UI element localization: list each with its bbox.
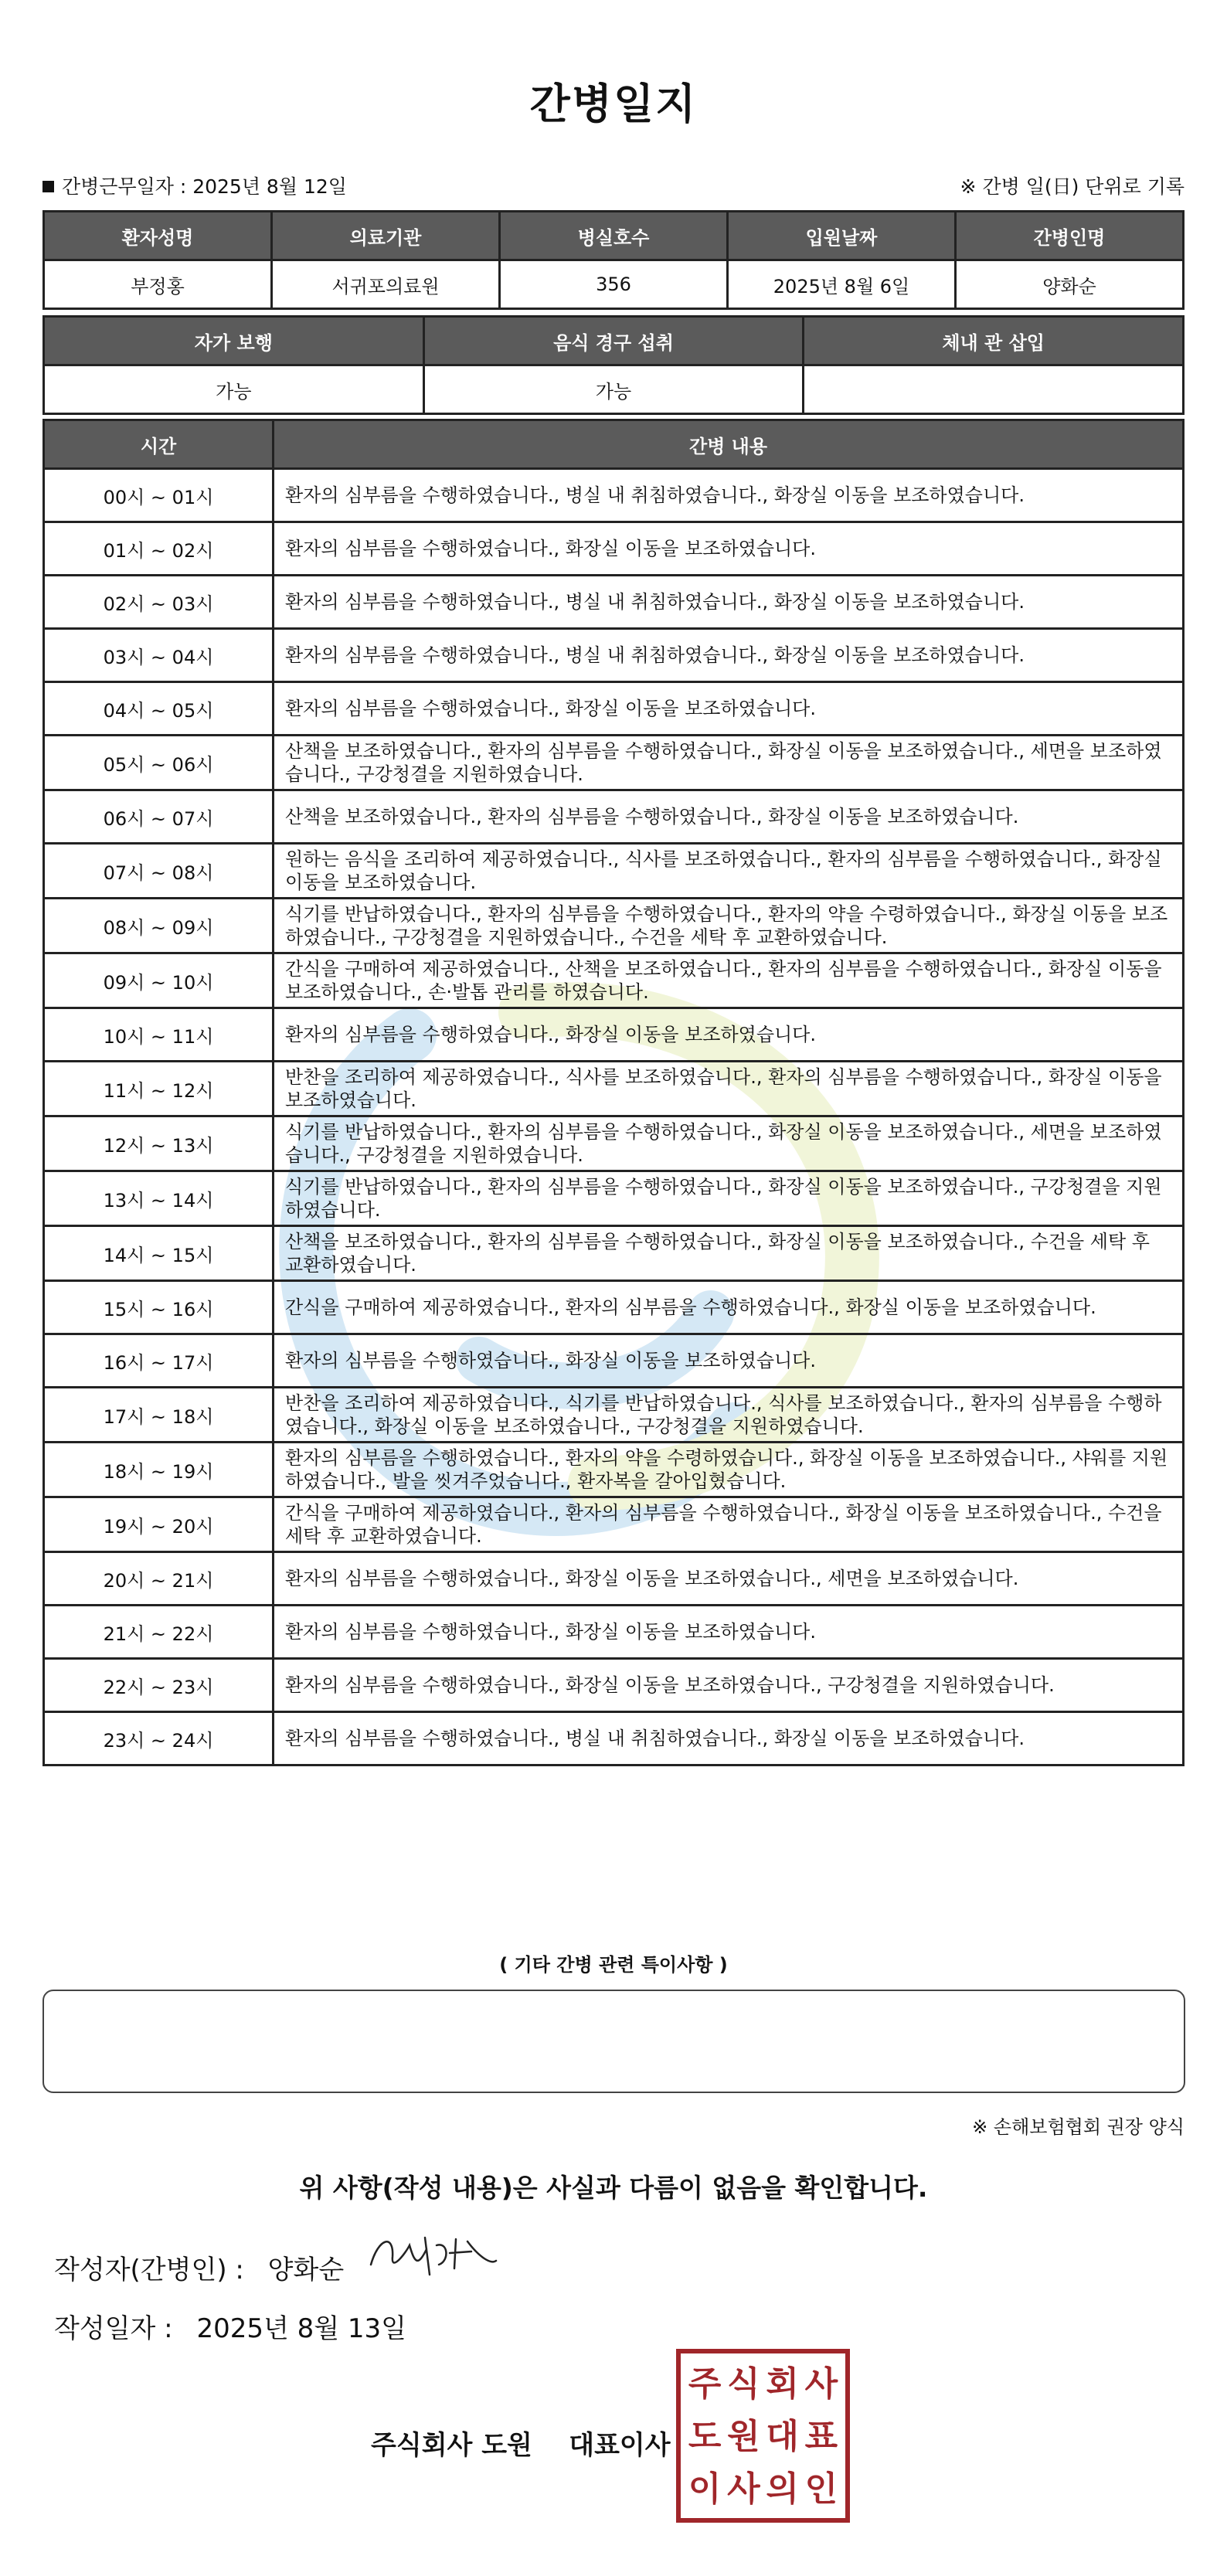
written-date-value: 2025년 8월 13일 xyxy=(196,2313,407,2344)
row-content: 간식을 구매하여 제공하였습니다., 산책을 보조하였습니다., 환자의 심부름을 수행하였습니다., 화장실 이동을 보조하였습니다., 손·발톱 관리를 하였습니다. xyxy=(274,953,1184,1008)
table-row xyxy=(44,1334,1184,1388)
author-name: 양화순 xyxy=(267,2255,345,2285)
care-header-row xyxy=(44,420,1184,469)
header-patient-name: 환자성명 xyxy=(44,212,272,260)
row-time: 08시 ~ 09시 xyxy=(44,899,274,953)
patient-name: 부정홍 xyxy=(44,260,272,309)
row-content: 산책을 보조하였습니다., 환자의 심부름을 수행하였습니다., 화장실 이동을 보조하였습니다., 수건을 세탁 후 교환하였습니다. xyxy=(274,1226,1184,1281)
recommendation-note: ※ 손해보험협회 권장 양식 xyxy=(972,2116,1185,2138)
row-time: 15시 ~ 16시 xyxy=(44,1281,274,1334)
company-seal xyxy=(676,2349,850,2523)
row-content: 산책을 보조하였습니다., 환자의 심부름을 수행하였습니다., 화장실 이동을 보조하였습니다. xyxy=(274,790,1184,844)
ability-table xyxy=(42,315,1185,415)
table-row xyxy=(44,1388,1184,1443)
row-content: 환자의 심부름을 수행하였습니다., 화장실 이동을 보조하였습니다. xyxy=(274,1606,1184,1659)
row-time: 06시 ~ 07시 xyxy=(44,790,274,844)
row-content: 반찬을 조리하여 제공하였습니다., 식기를 반납하였습니다., 식사를 보조하였습니다., 환자의 심부름을 수행하였습니다., 화장실 이동을 보조하였습니다., 구강청결을 지원하였습니다. xyxy=(274,1388,1184,1443)
notes-box xyxy=(42,1990,1185,2093)
row-time: 01시 ~ 02시 xyxy=(44,522,274,576)
author-label: 작성자(간병인) : xyxy=(54,2255,244,2285)
seal-char: 대 xyxy=(766,2417,799,2456)
seal-char: 의 xyxy=(766,2469,799,2509)
table-row xyxy=(44,790,1184,844)
seal-char: 도 xyxy=(688,2417,722,2456)
row-time: 17시 ~ 18시 xyxy=(44,1388,274,1443)
room-number: 356 xyxy=(500,260,728,309)
seal-char: 사 xyxy=(804,2364,838,2404)
seal-characters xyxy=(685,2358,841,2513)
written-date-label: 작성일자 : xyxy=(54,2313,173,2344)
row-time: 07시 ~ 08시 xyxy=(44,844,274,899)
row-time: 22시 ~ 23시 xyxy=(44,1659,274,1712)
ability-header-row xyxy=(44,317,1184,365)
seal-char: 원 xyxy=(727,2417,760,2456)
patient-header-row xyxy=(44,212,1184,260)
row-time: 11시 ~ 12시 xyxy=(44,1062,274,1116)
written-date-line xyxy=(54,2307,406,2345)
square-bullet-icon xyxy=(42,181,54,192)
row-content: 원하는 음식을 조리하여 제공하였습니다., 식사를 보조하였습니다., 환자의 심부름을 수행하였습니다., 화장실 이동을 보조하였습니다. xyxy=(274,844,1184,899)
seal-char: 식 xyxy=(727,2364,760,2404)
table-row xyxy=(44,576,1184,629)
notes-title: ( 기타 간병 관련 특이사항 ) xyxy=(499,1954,728,1976)
row-content: 식기를 반납하였습니다., 환자의 심부름을 수행하였습니다., 화장실 이동을 보조하였습니다., 세면을 보조하였습니다., 구강청결을 지원하였습니다. xyxy=(274,1116,1184,1171)
table-row xyxy=(44,1226,1184,1281)
author-line xyxy=(54,2248,344,2286)
row-time: 19시 ~ 20시 xyxy=(44,1497,274,1552)
seal-char: 회 xyxy=(766,2364,799,2404)
header-room: 병실호수 xyxy=(500,212,728,260)
header-time: 시간 xyxy=(44,420,274,469)
row-content: 환자의 심부름을 수행하였습니다., 병실 내 취침하였습니다., 화장실 이동을 보조하였습니다. xyxy=(274,576,1184,629)
row-content: 환자의 심부름을 수행하였습니다., 병실 내 취침하였습니다., 화장실 이동을 보조하였습니다. xyxy=(274,629,1184,682)
ability-value-row xyxy=(44,365,1184,414)
row-time: 20시 ~ 21시 xyxy=(44,1552,274,1606)
row-content: 간식을 구매하여 제공하였습니다., 환자의 심부름을 수행하였습니다., 화장실 이동을 보조하였습니다. xyxy=(274,1281,1184,1334)
patient-info-table xyxy=(42,210,1185,310)
table-row xyxy=(44,953,1184,1008)
row-time: 18시 ~ 19시 xyxy=(44,1443,274,1497)
table-row xyxy=(44,844,1184,899)
row-content: 환자의 심부름을 수행하였습니다., 병실 내 취침하였습니다., 화장실 이동을 보조하였습니다. xyxy=(274,1712,1184,1765)
row-time: 14시 ~ 15시 xyxy=(44,1226,274,1281)
row-content: 식기를 반납하였습니다., 환자의 심부름을 수행하였습니다., 화장실 이동을 보조하였습니다., 구강청결을 지원하였습니다. xyxy=(274,1171,1184,1226)
care-log-table xyxy=(42,419,1185,1766)
row-content: 환자의 심부름을 수행하였습니다., 화장실 이동을 보조하였습니다., 구강청결을 지원하였습니다. xyxy=(274,1659,1184,1712)
table-row xyxy=(44,1443,1184,1497)
row-time: 05시 ~ 06시 xyxy=(44,736,274,790)
hospital: 서귀포의료원 xyxy=(272,260,500,309)
table-row xyxy=(44,1497,1184,1552)
row-content: 환자의 심부름을 수행하였습니다., 화장실 이동을 보조하였습니다. xyxy=(274,682,1184,736)
signature-icon xyxy=(363,2222,502,2284)
page-title: 간병일지 xyxy=(529,80,698,128)
row-content: 간식을 구매하여 제공하였습니다., 환자의 심부름을 수행하였습니다., 화장실 이동을 보조하였습니다., 수건을 세탁 후 교환하였습니다. xyxy=(274,1497,1184,1552)
row-content: 환자의 심부름을 수행하였습니다., 병실 내 취침하였습니다., 화장실 이동을 보조하였습니다. xyxy=(274,469,1184,522)
row-content: 환자의 심부름을 수행하였습니다., 화장실 이동을 보조하였습니다. xyxy=(274,522,1184,576)
header-caregiver-name: 간병인명 xyxy=(956,212,1184,260)
table-row xyxy=(44,1116,1184,1171)
care-rows xyxy=(44,469,1184,1765)
row-content: 환자의 심부름을 수행하였습니다., 화장실 이동을 보조하였습니다. xyxy=(274,1334,1184,1388)
row-content: 반찬을 조리하여 제공하였습니다., 식사를 보조하였습니다., 환자의 심부름을 수행하였습니다., 화장실 이동을 보조하였습니다. xyxy=(274,1062,1184,1116)
row-content: 환자의 심부름을 수행하였습니다., 화장실 이동을 보조하였습니다., 세면을 보조하였습니다. xyxy=(274,1552,1184,1606)
table-row xyxy=(44,899,1184,953)
table-row xyxy=(44,629,1184,682)
seal-char: 인 xyxy=(804,2469,838,2509)
row-time: 04시 ~ 05시 xyxy=(44,682,274,736)
seal-char: 사 xyxy=(727,2469,760,2509)
table-row xyxy=(44,1659,1184,1712)
row-time: 00시 ~ 01시 xyxy=(44,469,274,522)
admission-date: 2025년 8월 6일 xyxy=(728,260,956,309)
row-time: 03시 ~ 04시 xyxy=(44,629,274,682)
row-content: 환자의 심부름을 수행하였습니다., 화장실 이동을 보조하였습니다. xyxy=(274,1008,1184,1062)
row-content: 식기를 반납하였습니다., 환자의 심부름을 수행하였습니다., 환자의 약을 수령하였습니다., 화장실 이동을 보조하였습니다., 구강청결을 지원하였습니다., 수건을 세탁 후 교환하였습니다. xyxy=(274,899,1184,953)
table-row xyxy=(44,1606,1184,1659)
row-time: 16시 ~ 17시 xyxy=(44,1334,274,1388)
table-row xyxy=(44,1062,1184,1116)
table-row xyxy=(44,1552,1184,1606)
table-row xyxy=(44,1281,1184,1334)
seal-char: 이 xyxy=(688,2469,722,2509)
tube-value xyxy=(804,365,1184,414)
row-time: 13시 ~ 14시 xyxy=(44,1171,274,1226)
header-admission-date: 입원날짜 xyxy=(728,212,956,260)
row-time: 09시 ~ 10시 xyxy=(44,953,274,1008)
table-row xyxy=(44,1171,1184,1226)
work-date-text: 간병근무일자 : 2025년 8월 12일 xyxy=(62,175,347,198)
caregiver-name: 양화순 xyxy=(956,260,1184,309)
confirmation-statement: 위 사항(작성 내용)은 사실과 다름이 없음을 확인합니다. xyxy=(299,2173,928,2203)
row-time: 10시 ~ 11시 xyxy=(44,1008,274,1062)
work-date xyxy=(42,172,347,199)
row-time: 21시 ~ 22시 xyxy=(44,1606,274,1659)
header-oral-intake: 음식 경구 섭취 xyxy=(423,317,804,365)
header-hospital: 의료기관 xyxy=(272,212,500,260)
header-care-content: 간병 내용 xyxy=(274,420,1184,469)
table-row xyxy=(44,1008,1184,1062)
table-row xyxy=(44,522,1184,576)
table-row xyxy=(44,682,1184,736)
header-tube: 체내 관 삽입 xyxy=(804,317,1184,365)
patient-value-row xyxy=(44,260,1184,309)
unit-note: ※ 간병 일(日) 단위로 기록 xyxy=(960,175,1185,198)
seal-char: 주 xyxy=(688,2364,722,2404)
company-signature: 주식회사 도원 대표이사 xyxy=(371,2430,671,2461)
table-row xyxy=(44,1712,1184,1765)
row-content: 환자의 심부름을 수행하였습니다., 환자의 약을 수령하였습니다., 화장실 이동을 보조하였습니다., 샤워를 지원하였습니다., 발을 씻겨주었습니다., 환자복을 갈아입혔습니다. xyxy=(274,1443,1184,1497)
table-row xyxy=(44,736,1184,790)
seal-char: 표 xyxy=(804,2417,838,2456)
row-content: 산책을 보조하였습니다., 환자의 심부름을 수행하였습니다., 화장실 이동을 보조하였습니다., 세면을 보조하였습니다., 구강청결을 지원하였습니다. xyxy=(274,736,1184,790)
row-time: 12시 ~ 13시 xyxy=(44,1116,274,1171)
row-time: 02시 ~ 03시 xyxy=(44,576,274,629)
oral-intake-value: 가능 xyxy=(423,365,804,414)
table-row xyxy=(44,469,1184,522)
row-time: 23시 ~ 24시 xyxy=(44,1712,274,1765)
walking-value: 가능 xyxy=(44,365,424,414)
header-walking: 자가 보행 xyxy=(44,317,424,365)
